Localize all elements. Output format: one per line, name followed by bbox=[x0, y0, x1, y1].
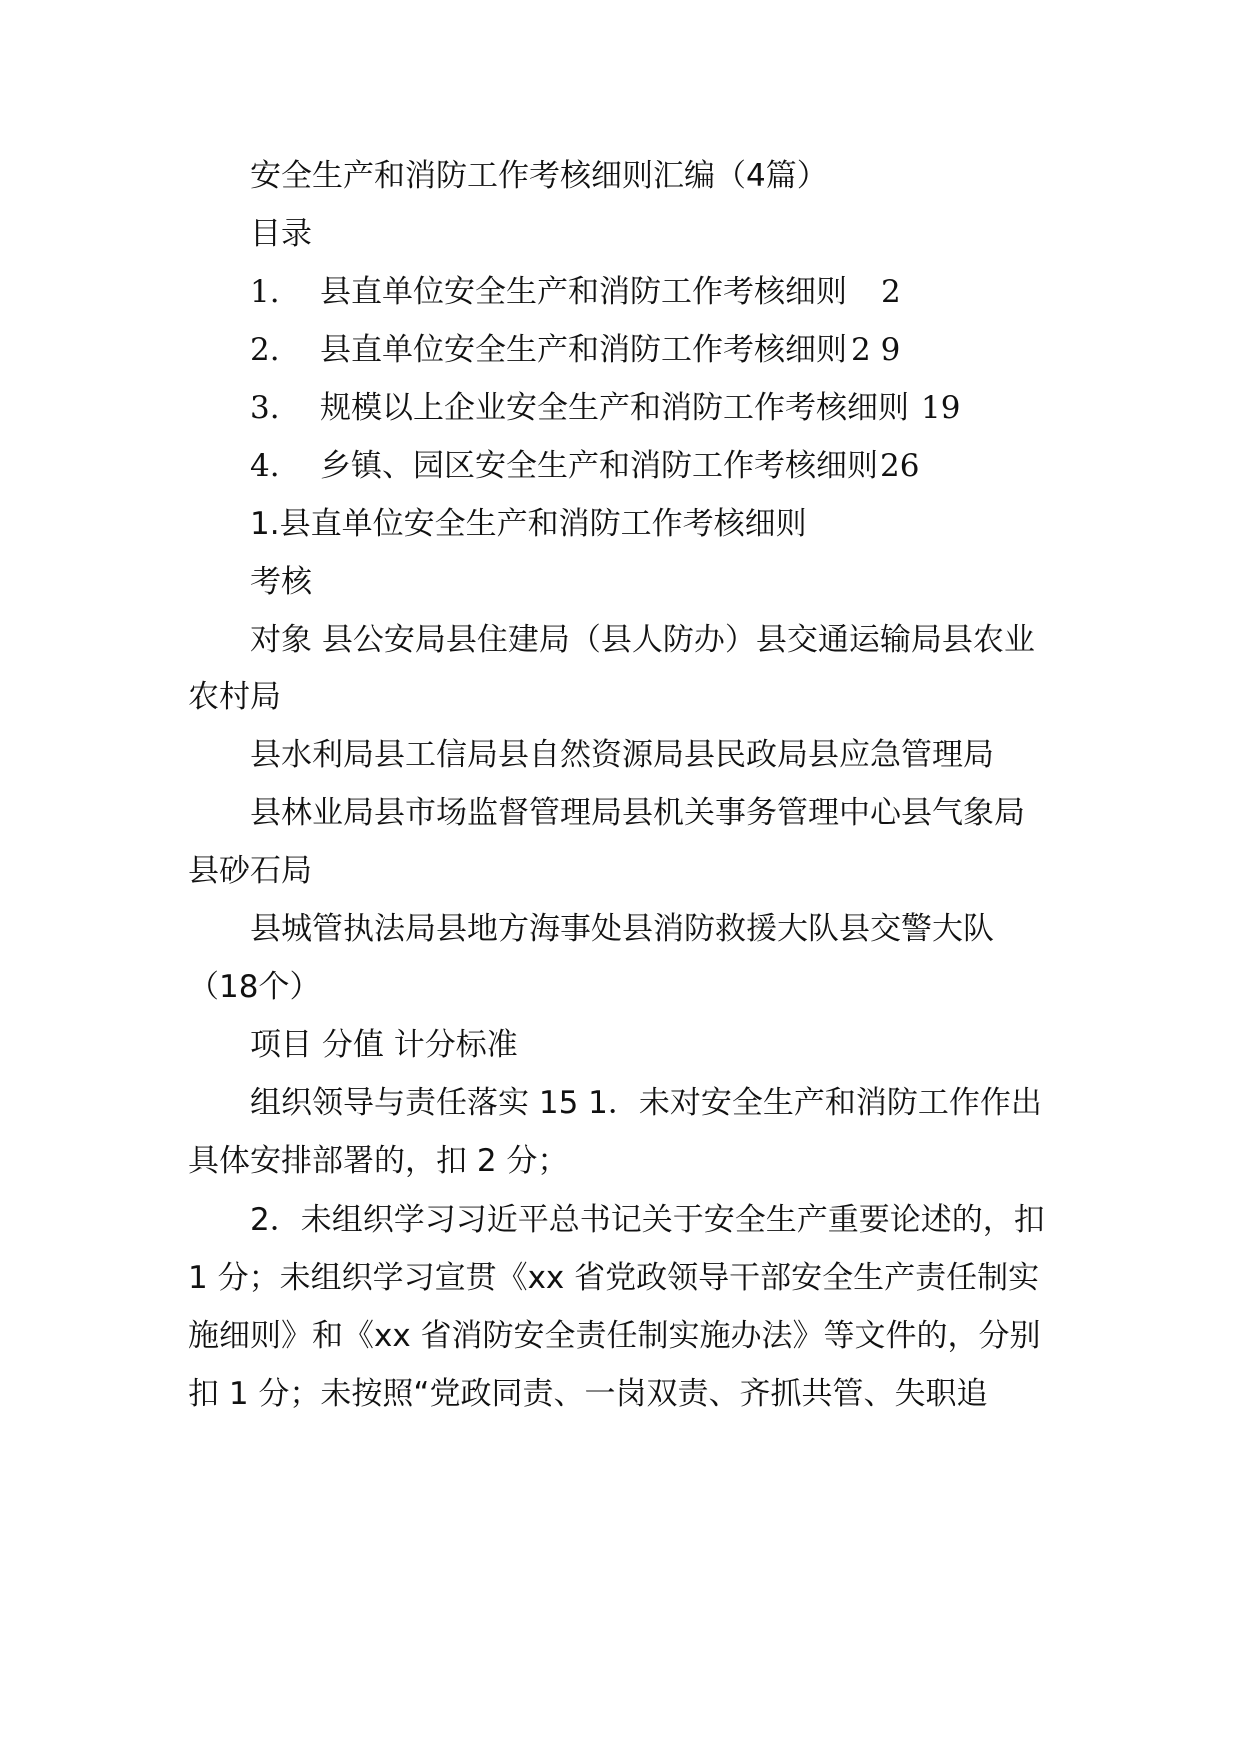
body-line: （18个） bbox=[188, 969, 321, 1005]
document-title: 安全生产和消防工作考核细则汇编（4篇） bbox=[250, 158, 828, 194]
section-heading: 1.县直单位安全生产和消防工作考核细则 bbox=[250, 506, 807, 542]
toc-item-label: 县直单位安全生产和消防工作考核细则 2 9 bbox=[320, 332, 901, 368]
body-line: 具体安排部署的，扣 2 分； bbox=[188, 1143, 569, 1179]
body-line: 县城管执法局县地方海事处县消防救援大队县交警大队 bbox=[250, 911, 994, 947]
toc-item-label: 规模以上企业安全生产和消防工作考核细则 19 bbox=[320, 390, 961, 426]
body-line: 2．未组织学习习近平总书记关于安全生产重要论述的，扣 bbox=[250, 1202, 1045, 1238]
body-line: 县砂石局 bbox=[188, 853, 312, 889]
toc-item-number: 4. bbox=[250, 448, 280, 484]
toc-item-number: 3. bbox=[250, 390, 280, 426]
toc-heading: 目录 bbox=[250, 216, 312, 252]
body-line: 对象 县公安局县住建局（县人防办）县交通运输局县农业 bbox=[250, 622, 1035, 658]
toc-item-number: 2. bbox=[250, 332, 280, 368]
body-line: 项目 分值 计分标准 bbox=[250, 1027, 518, 1063]
body-line: 施细则》和《xx 省消防安全责任制实施办法》等文件的，分别 bbox=[188, 1318, 1041, 1354]
toc-item-label: 县直单位安全生产和消防工作考核细则 2 bbox=[320, 274, 901, 310]
toc-item-page: 2 bbox=[881, 274, 901, 310]
body-line: 1 分；未组织学习宣贯《xx 省党政领导干部安全生产责任制实 bbox=[188, 1260, 1040, 1296]
section-label: 考核 bbox=[250, 564, 312, 600]
body-line: 县水利局县工信局县自然资源局县民政局县应急管理局 bbox=[250, 737, 994, 773]
body-line: 扣 1 分；未按照“党政同责、一岗双责、齐抓共管、失职追 bbox=[188, 1376, 988, 1412]
body-line: 县林业局县市场监督管理局县机关事务管理中心县气象局 bbox=[250, 795, 1025, 831]
toc-item-page: 26 bbox=[880, 448, 920, 484]
toc-item-page: 19 bbox=[921, 390, 961, 426]
body-line: 农村局 bbox=[188, 679, 281, 715]
toc-item-label: 乡镇、园区安全生产和消防工作考核细则26 bbox=[320, 448, 920, 484]
toc-item-number: 1. bbox=[250, 274, 280, 310]
toc-item-page: 2 9 bbox=[851, 332, 901, 368]
body-line: 组织领导与责任落实 15 1．未对安全生产和消防工作作出 bbox=[250, 1085, 1042, 1121]
